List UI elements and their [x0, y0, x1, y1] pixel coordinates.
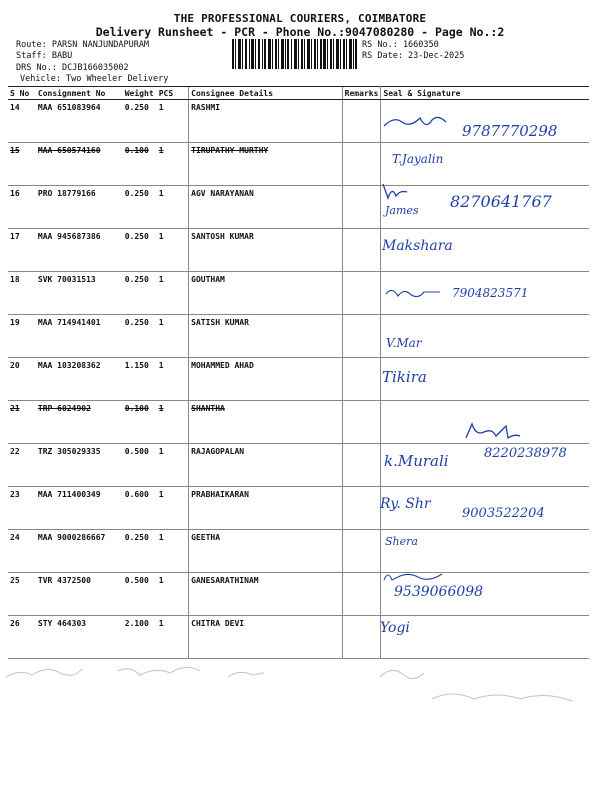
row-weight: 1.150 [123, 358, 157, 401]
row-pcs: 1 [157, 100, 189, 143]
row-pcs: 1 [157, 530, 189, 573]
drs-number: DRS No.: DCJB166035002 [16, 63, 129, 73]
staff-label: Staff: BABU [16, 51, 73, 61]
row-consignment: MAA 714941401 [36, 315, 123, 358]
row-sno: 17 [8, 229, 36, 272]
handwritten-phone: 7904823571 [452, 286, 529, 300]
handwritten-signature: Ry. Shr [380, 496, 431, 512]
row-weight: 0.250 [123, 530, 157, 573]
row-remarks [342, 100, 381, 143]
row-remarks [342, 143, 381, 186]
table-row [8, 229, 589, 272]
row-consignee: AGV NARAYANAN [189, 186, 343, 229]
row-consignment: SVK 70031513 [36, 272, 123, 315]
row-consignment: MAA 650574160 [36, 143, 123, 186]
row-consignment: TVR 4372500 [36, 573, 123, 616]
row-sno: 23 [8, 487, 36, 530]
runsheet-subtitle: Delivery Runsheet - PCR - Phone No.:9047080280 - Page No.:2 [95, 25, 505, 39]
signature-scribble-icon [462, 420, 522, 442]
row-pcs: 1 [157, 444, 189, 487]
table-row [8, 616, 589, 659]
row-sno: 20 [8, 358, 36, 401]
row-remarks [342, 229, 381, 272]
row-weight: 0.600 [123, 487, 157, 530]
row-consignee: GOUTHAM [189, 272, 343, 315]
signature-scribble-icon [380, 180, 410, 202]
row-weight: 2.100 [123, 616, 157, 659]
row-sno: 24 [8, 530, 36, 573]
row-pcs: 1 [157, 186, 189, 229]
row-pcs: 1 [157, 229, 189, 272]
row-pcs: 1 [157, 573, 189, 616]
row-remarks [342, 401, 381, 444]
row-remarks [342, 530, 381, 573]
row-pcs: 1 [157, 616, 189, 659]
row-sno: 19 [8, 315, 36, 358]
row-consignment: TRZ 305029335 [36, 444, 123, 487]
col-remarks: Remarks [342, 87, 381, 100]
row-weight: 0.250 [123, 315, 157, 358]
route-label: Route: PARSN NANJUNDAPURAM [16, 40, 150, 50]
rs-date: RS Date: 23-Dec-2025 [362, 51, 465, 61]
handwritten-signature: V.Mar [386, 336, 422, 350]
row-consignment: MAA 9000286667 [36, 530, 123, 573]
row-sno: 14 [8, 100, 36, 143]
row-consignment: PRO 18779166 [36, 186, 123, 229]
row-consignment: TRP 6024902 [36, 401, 123, 444]
row-remarks [342, 573, 381, 616]
row-consignment: STY 464303 [36, 616, 123, 659]
row-sno: 15 [8, 143, 36, 186]
row-consignee: PRABHAIKARAN [189, 487, 343, 530]
handwritten-phone: 9787770298 [462, 122, 558, 140]
handwritten-signature: James [385, 204, 419, 217]
barcode-icon [231, 39, 358, 69]
row-sno: 18 [8, 272, 36, 315]
table-header-row [8, 87, 589, 100]
row-consignment: MAA 651083964 [36, 100, 123, 143]
row-pcs: 1 [157, 358, 189, 401]
handwritten-signature: k.Murali [384, 452, 449, 470]
handwritten-phone: 8220238978 [484, 446, 567, 461]
handwritten-signature: Shera [385, 535, 418, 548]
row-weight: 0.250 [123, 229, 157, 272]
row-weight: 0.250 [123, 272, 157, 315]
row-weight: 0.250 [123, 100, 157, 143]
row-consignee: SANTOSH KUMAR [189, 229, 343, 272]
handwritten-phone: 9539066098 [394, 584, 484, 600]
row-weight: 0.100 [123, 143, 157, 186]
bleed-through-scribble-icon [0, 655, 600, 725]
row-weight: 0.100 [123, 401, 157, 444]
col-sno: S No [8, 87, 36, 100]
row-consignee: SHANTHA [189, 401, 343, 444]
handwritten-signature: Makshara [382, 238, 453, 254]
row-sno: 25 [8, 573, 36, 616]
row-remarks [342, 186, 381, 229]
row-weight: 0.250 [123, 186, 157, 229]
vehicle-label: Vehicle: Two Wheeler Delivery [20, 74, 169, 84]
handwritten-signature: Tikira [382, 368, 427, 386]
table-row [8, 530, 589, 573]
row-sno: 16 [8, 186, 36, 229]
row-consignment: MAA 945687386 [36, 229, 123, 272]
runsheet-table [8, 86, 589, 659]
row-remarks [342, 444, 381, 487]
col-seal-signature: Seal & Signature [381, 87, 589, 100]
row-remarks [342, 272, 381, 315]
signature-scribble-icon [380, 108, 450, 138]
row-pcs: 1 [157, 401, 189, 444]
row-consignee: CHITRA DEVI [189, 616, 343, 659]
row-signature [381, 616, 589, 659]
row-weight: 0.500 [123, 573, 157, 616]
col-consignment: Consignment No [36, 87, 123, 100]
table-row [8, 315, 589, 358]
row-pcs: 1 [157, 487, 189, 530]
row-consignment: MAA 711400349 [36, 487, 123, 530]
row-weight: 0.500 [123, 444, 157, 487]
handwritten-signature: Yogi [380, 620, 410, 636]
col-consignee: Consignee Details [189, 87, 343, 100]
row-sno: 21 [8, 401, 36, 444]
row-sno: 26 [8, 616, 36, 659]
row-consignee: GANESARATHINAM [189, 573, 343, 616]
table-row [8, 358, 589, 401]
handwritten-signature: T.Jayalin [392, 152, 444, 166]
handwritten-phone: 8270641767 [450, 192, 552, 211]
row-remarks [342, 315, 381, 358]
row-consignee: TIRUPATHY MURTHY [189, 143, 343, 186]
row-sno: 22 [8, 444, 36, 487]
row-pcs: 1 [157, 143, 189, 186]
rs-number: RS No.: 1660350 [362, 40, 439, 50]
row-pcs: 1 [157, 315, 189, 358]
col-weight: Weight [123, 87, 157, 100]
row-consignee: RAJAGOPALAN [189, 444, 343, 487]
row-consignee: SATISH KUMAR [189, 315, 343, 358]
table-row [8, 573, 589, 616]
signature-scribble-icon [384, 284, 444, 304]
row-consignee: MOHAMMED AHAD [189, 358, 343, 401]
col-pcs: PCS [157, 87, 189, 100]
row-remarks [342, 616, 381, 659]
row-remarks [342, 487, 381, 530]
row-pcs: 1 [157, 272, 189, 315]
row-consignee: RASHMI [189, 100, 343, 143]
row-consignee: GEETHA [189, 530, 343, 573]
row-remarks [342, 358, 381, 401]
company-title: THE PROFESSIONAL COURIERS, COIMBATORE [173, 12, 427, 25]
row-consignment: MAA 103208362 [36, 358, 123, 401]
table-row [8, 143, 589, 186]
handwritten-phone: 9003522204 [462, 506, 545, 521]
